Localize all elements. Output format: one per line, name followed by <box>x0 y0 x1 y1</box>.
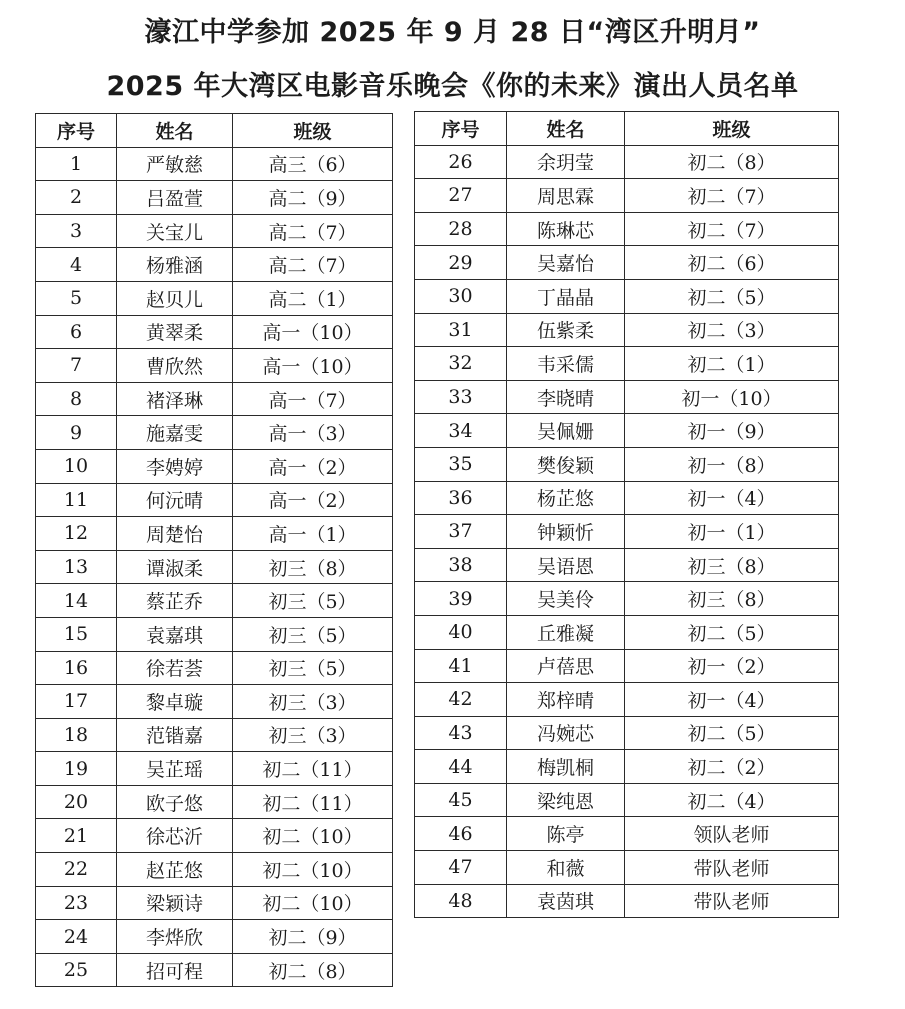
student-name: 卢蓓思 <box>507 649 625 683</box>
class-name: 初一（10） <box>625 380 839 414</box>
class-name: 初一（2） <box>625 649 839 683</box>
student-name: 袁茵琪 <box>507 884 625 918</box>
student-name: 袁嘉琪 <box>117 617 233 651</box>
table-row <box>36 517 393 551</box>
header-name: 姓名 <box>117 114 233 148</box>
class-name: 初二（5） <box>625 279 839 313</box>
row-number: 16 <box>36 651 117 685</box>
row-number: 5 <box>36 281 117 315</box>
row-number: 15 <box>36 617 117 651</box>
class-name: 初二（9） <box>233 920 393 954</box>
row-number: 25 <box>36 953 117 987</box>
student-name: 周思霖 <box>507 179 625 213</box>
table-row <box>36 785 393 819</box>
table-row <box>415 515 839 549</box>
table-row <box>415 649 839 683</box>
class-name: 初二（10） <box>233 819 393 853</box>
student-name: 余玥莹 <box>507 145 625 179</box>
student-name: 严敏慈 <box>117 147 233 181</box>
student-name: 韦采儒 <box>507 347 625 381</box>
table-row <box>36 315 393 349</box>
student-name: 杨雅涵 <box>117 248 233 282</box>
class-name: 领队老师 <box>625 817 839 851</box>
student-name: 欧子悠 <box>117 785 233 819</box>
row-number: 3 <box>36 214 117 248</box>
table-row <box>36 718 393 752</box>
table-row <box>36 248 393 282</box>
row-number: 48 <box>415 884 507 918</box>
row-number: 21 <box>36 819 117 853</box>
table-row <box>36 147 393 181</box>
class-name: 初二（8） <box>233 953 393 987</box>
row-number: 4 <box>36 248 117 282</box>
student-name: 伍紫柔 <box>507 313 625 347</box>
student-name: 吴佩姗 <box>507 414 625 448</box>
student-name: 郑梓晴 <box>507 683 625 717</box>
class-name: 初三（5） <box>233 651 393 685</box>
header-name: 姓名 <box>507 112 625 146</box>
class-name: 高一（7） <box>233 382 393 416</box>
table-row <box>415 582 839 616</box>
class-name: 初三（8） <box>233 550 393 584</box>
class-name: 高一（10） <box>233 315 393 349</box>
class-name: 初二（8） <box>625 145 839 179</box>
class-name: 初一（9） <box>625 414 839 448</box>
class-name: 初二（1） <box>625 347 839 381</box>
student-name: 钟颖忻 <box>507 515 625 549</box>
student-name: 吴芷瑶 <box>117 752 233 786</box>
student-name: 丘雅凝 <box>507 615 625 649</box>
row-number: 34 <box>415 414 507 448</box>
row-number: 20 <box>36 785 117 819</box>
table-row <box>415 447 839 481</box>
class-name: 高一（3） <box>233 416 393 450</box>
class-name: 初三（8） <box>625 548 839 582</box>
student-name: 吴嘉怡 <box>507 246 625 280</box>
table-header-row <box>415 112 839 146</box>
class-name: 初一（4） <box>625 481 839 515</box>
table-row <box>36 281 393 315</box>
row-number: 31 <box>415 313 507 347</box>
class-name: 初三（3） <box>233 718 393 752</box>
header-class: 班级 <box>625 112 839 146</box>
row-number: 6 <box>36 315 117 349</box>
class-name: 高二（1） <box>233 281 393 315</box>
class-name: 初二（7） <box>625 179 839 213</box>
table-row <box>415 716 839 750</box>
table-row <box>36 449 393 483</box>
table-row <box>415 884 839 918</box>
table-row <box>36 752 393 786</box>
table-row <box>36 617 393 651</box>
table-row <box>36 685 393 719</box>
student-name: 周楚怡 <box>117 517 233 551</box>
roster-body-right <box>415 145 839 918</box>
table-row <box>36 886 393 920</box>
class-name: 初二（5） <box>625 716 839 750</box>
student-name: 陈琳芯 <box>507 212 625 246</box>
row-number: 44 <box>415 750 507 784</box>
row-number: 26 <box>415 145 507 179</box>
student-name: 李晓晴 <box>507 380 625 414</box>
document-title-line-2: 2025 年大湾区电影音乐晚会《你的未来》演出人员名单 <box>106 71 799 102</box>
table-row <box>36 584 393 618</box>
row-number: 40 <box>415 615 507 649</box>
row-number: 37 <box>415 515 507 549</box>
student-name: 范锴嘉 <box>117 718 233 752</box>
row-number: 22 <box>36 853 117 887</box>
class-name: 带队老师 <box>625 884 839 918</box>
row-number: 18 <box>36 718 117 752</box>
row-number: 13 <box>36 550 117 584</box>
table-row <box>36 483 393 517</box>
student-name: 黎卓璇 <box>117 685 233 719</box>
class-name: 初二（10） <box>233 886 393 920</box>
class-name: 初一（8） <box>625 447 839 481</box>
student-name: 丁晶晶 <box>507 279 625 313</box>
class-name: 初二（5） <box>625 615 839 649</box>
class-name: 初一（1） <box>625 515 839 549</box>
row-number: 2 <box>36 181 117 215</box>
student-name: 杨芷悠 <box>507 481 625 515</box>
table-row <box>415 548 839 582</box>
class-name: 带队老师 <box>625 851 839 885</box>
table-row <box>415 380 839 414</box>
table-row <box>36 853 393 887</box>
row-number: 45 <box>415 783 507 817</box>
student-name: 吕盈萱 <box>117 181 233 215</box>
table-row <box>36 550 393 584</box>
student-name: 樊俊颖 <box>507 447 625 481</box>
class-name: 初二（11） <box>233 752 393 786</box>
table-row <box>415 615 839 649</box>
document-title-line-1: 濠江中学参加 2025 年 9 月 28 日“湾区升明月” <box>144 17 761 48</box>
row-number: 9 <box>36 416 117 450</box>
header-number: 序号 <box>36 114 117 148</box>
student-name: 陈亭 <box>507 817 625 851</box>
table-row <box>415 683 839 717</box>
student-name: 梁颖诗 <box>117 886 233 920</box>
student-name: 吴语恩 <box>507 548 625 582</box>
table-row <box>415 212 839 246</box>
table-row <box>415 414 839 448</box>
table-row <box>415 347 839 381</box>
class-name: 初二（3） <box>625 313 839 347</box>
student-name: 李烨欣 <box>117 920 233 954</box>
table-row <box>36 819 393 853</box>
row-number: 41 <box>415 649 507 683</box>
class-name: 高二（7） <box>233 248 393 282</box>
student-name: 吴美伶 <box>507 582 625 616</box>
class-name: 初三（3） <box>233 685 393 719</box>
student-name: 徐若荟 <box>117 651 233 685</box>
student-name: 何沅晴 <box>117 483 233 517</box>
student-name: 褚泽琳 <box>117 382 233 416</box>
class-name: 高一（2） <box>233 483 393 517</box>
class-name: 高一（2） <box>233 449 393 483</box>
table-row <box>36 382 393 416</box>
roster-body-left <box>36 147 393 987</box>
row-number: 7 <box>36 349 117 383</box>
class-name: 高三（6） <box>233 147 393 181</box>
student-name: 赵芷悠 <box>117 853 233 887</box>
table-row <box>36 953 393 987</box>
table-row <box>415 750 839 784</box>
class-name: 初一（4） <box>625 683 839 717</box>
row-number: 35 <box>415 447 507 481</box>
row-number: 8 <box>36 382 117 416</box>
header-number: 序号 <box>415 112 507 146</box>
class-name: 高二（7） <box>233 214 393 248</box>
row-number: 28 <box>415 212 507 246</box>
row-number: 39 <box>415 582 507 616</box>
class-name: 初三（8） <box>625 582 839 616</box>
row-number: 11 <box>36 483 117 517</box>
table-header-row <box>36 114 393 148</box>
student-name: 冯婉芯 <box>507 716 625 750</box>
class-name: 初二（4） <box>625 783 839 817</box>
row-number: 29 <box>415 246 507 280</box>
student-name: 施嘉雯 <box>117 416 233 450</box>
row-number: 43 <box>415 716 507 750</box>
student-name: 蔡芷乔 <box>117 584 233 618</box>
class-name: 初二（6） <box>625 246 839 280</box>
student-name: 招可程 <box>117 953 233 987</box>
student-name: 徐芯沂 <box>117 819 233 853</box>
row-number: 46 <box>415 817 507 851</box>
roster-table-left <box>35 113 393 987</box>
row-number: 12 <box>36 517 117 551</box>
row-number: 30 <box>415 279 507 313</box>
student-name: 关宝儿 <box>117 214 233 248</box>
row-number: 14 <box>36 584 117 618</box>
row-number: 47 <box>415 851 507 885</box>
student-name: 和薇 <box>507 851 625 885</box>
row-number: 38 <box>415 548 507 582</box>
table-row <box>415 279 839 313</box>
table-row <box>415 145 839 179</box>
row-number: 27 <box>415 179 507 213</box>
table-row <box>415 179 839 213</box>
table-row <box>36 416 393 450</box>
row-number: 1 <box>36 147 117 181</box>
row-number: 19 <box>36 752 117 786</box>
table-row <box>415 481 839 515</box>
row-number: 17 <box>36 685 117 719</box>
table-row <box>36 920 393 954</box>
row-number: 33 <box>415 380 507 414</box>
table-row <box>36 651 393 685</box>
table-row <box>415 817 839 851</box>
student-name: 梁纯恩 <box>507 783 625 817</box>
class-name: 初三（5） <box>233 584 393 618</box>
student-name: 曹欣然 <box>117 349 233 383</box>
table-row <box>415 246 839 280</box>
table-row <box>415 851 839 885</box>
row-number: 36 <box>415 481 507 515</box>
row-number: 42 <box>415 683 507 717</box>
student-name: 谭淑柔 <box>117 550 233 584</box>
class-name: 高二（9） <box>233 181 393 215</box>
student-name: 李娉婷 <box>117 449 233 483</box>
student-name: 赵贝儿 <box>117 281 233 315</box>
table-row <box>415 313 839 347</box>
class-name: 初二（11） <box>233 785 393 819</box>
student-name: 黄翠柔 <box>117 315 233 349</box>
class-name: 初二（2） <box>625 750 839 784</box>
row-number: 10 <box>36 449 117 483</box>
roster-table-right <box>414 111 839 918</box>
class-name: 高一（10） <box>233 349 393 383</box>
class-name: 初三（5） <box>233 617 393 651</box>
row-number: 23 <box>36 886 117 920</box>
class-name: 初二（7） <box>625 212 839 246</box>
row-number: 24 <box>36 920 117 954</box>
class-name: 高一（1） <box>233 517 393 551</box>
header-class: 班级 <box>233 114 393 148</box>
row-number: 32 <box>415 347 507 381</box>
table-row <box>36 349 393 383</box>
table-row <box>36 181 393 215</box>
table-row <box>36 214 393 248</box>
table-row <box>415 783 839 817</box>
student-name: 梅凯桐 <box>507 750 625 784</box>
class-name: 初二（10） <box>233 853 393 887</box>
